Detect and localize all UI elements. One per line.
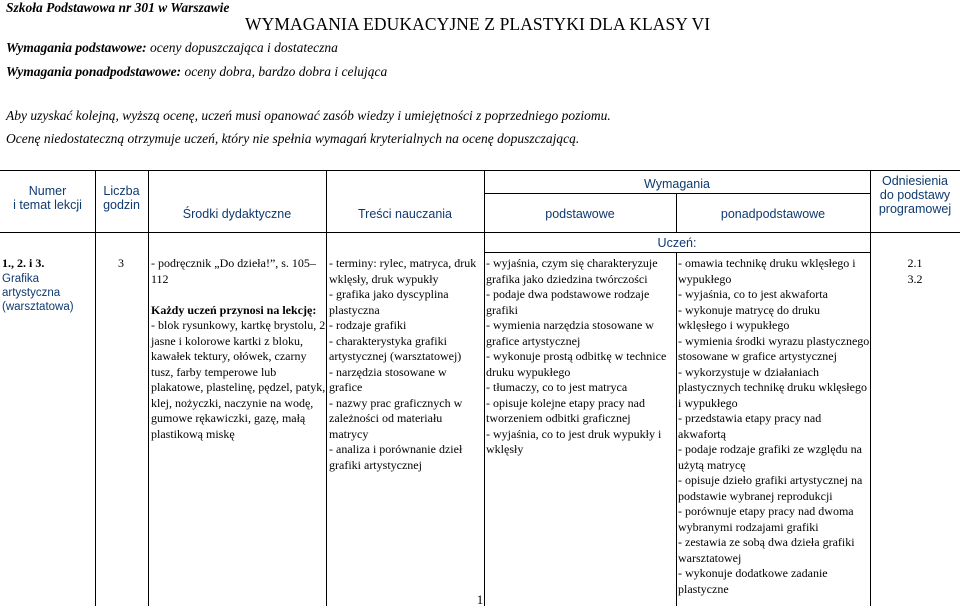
cell-liczba: 3 — [118, 256, 124, 270]
header-liczba — [95, 184, 148, 212]
page-number: 1 — [476, 592, 484, 607]
tresci-line: grafiki artystycznej — [329, 457, 422, 472]
srodki-line: jasne i kolorowe kartki z bloku, — [151, 333, 303, 348]
podstawowe-line: grafika jako dziedzina twórczości — [486, 271, 648, 286]
podstawowe-line: - wymienia narzędzia stosowane w — [486, 318, 654, 332]
header-liczba-line-2: godzin — [103, 198, 140, 212]
lesson-numbers: 1., 2. i 3. — [2, 256, 45, 270]
basic-requirements-line — [6, 40, 338, 56]
podstawowe-line: druku wypukłego — [486, 364, 571, 379]
lesson-topic-line-2: artystyczna — [2, 286, 61, 299]
header-numer — [0, 184, 95, 212]
srodki-line: plakatowe, plastelinę, pędzel, patyk, — [151, 380, 326, 394]
ponadpodstawowe-line: plastycznych technikę druku wklęsłego — [678, 380, 867, 394]
tresci-line: - terminy: rylec, matryca, druk — [329, 256, 477, 270]
header-srodki: Środki dydaktyczne — [182, 207, 292, 221]
ponadpodstawowe-line: - zestawia ze sobą dwa dzieła grafiki — [678, 535, 855, 549]
srodki-line — [151, 287, 327, 303]
ponadpodstawowe-line: plastyczne — [678, 581, 729, 596]
srodki-line: plastikową miskę — [151, 426, 235, 441]
tresci-line: - analiza i porównanie dzieł — [329, 442, 463, 456]
header-podstawowe: podstawowe — [545, 207, 615, 221]
cell-ponadpodstawowe — [678, 256, 870, 597]
header-bottom-border — [0, 232, 960, 233]
tresci-line: matrycy — [329, 426, 369, 441]
podstawowe-line: - wykonuje prostą odbitkę w technice — [486, 349, 667, 363]
podstawowe-line: wklęsły — [486, 442, 524, 456]
podstawowe-line: - wyjaśnia, czym się charakteryzuje — [486, 256, 658, 270]
podstawowe-line: - opisuje kolejne etapy pracy nad — [486, 395, 645, 410]
header-tresci: Treści nauczania — [357, 207, 453, 221]
podstawowe-line: tworzeniem odbitki graficznej — [486, 411, 631, 425]
tresci-line: - nazwy prac graficznych w — [329, 395, 463, 410]
tresci-line: zależności od materiału — [329, 411, 443, 425]
basic-requirements-label: Wymagania podstawowe: — [6, 40, 147, 55]
ponadpodstawowe-line: wypukłego — [678, 271, 732, 286]
header-odniesienia-line-2: do podstawy — [879, 188, 951, 202]
grading-note-1: Aby uzyskać kolejną, wyższą ocenę, uczeń musi opanować zasób wiedzy i umiejętności z poprzedniego poziomu. — [6, 108, 611, 123]
ponadpodstawowe-line: - wykonuje matrycę do druku — [678, 302, 820, 317]
grading-note-2: Ocenę niedostateczną otrzymuje uczeń, który nie spełnia wymagań kryterialnych na ocenę dopuszczającą. — [6, 131, 580, 146]
reference-3-2: 3.2 — [907, 271, 923, 286]
ponadpodstawowe-line: użytą matrycę — [678, 457, 746, 472]
col-divider-2 — [148, 170, 149, 606]
ponadpodstawowe-line: - wyjaśnia, co to jest akwaforta — [678, 287, 828, 301]
ponadpodstawowe-line: - wykonuje dodatkowe zadanie — [678, 566, 828, 580]
srodki-line: tusz, farby temperowe lub — [151, 364, 277, 379]
basic-requirements-value: oceny dopuszczająca i dostateczna — [146, 40, 338, 55]
tresci-line: - narzędzia stosowane w — [329, 364, 447, 379]
header-odniesienia-line-3: programowej — [878, 202, 952, 216]
uczen-label: Uczeń: — [657, 236, 697, 250]
srodki-line: Każdy uczeń przynosi na lekcję: — [151, 302, 317, 317]
header-odniesienia — [870, 174, 960, 216]
lesson-topic-line-1: Grafika — [2, 272, 40, 285]
cell-srodki — [151, 256, 327, 442]
tresci-line: plastyczna — [329, 302, 380, 317]
ponadpodstawowe-line: - przedstawia etapy pracy nad — [678, 411, 822, 425]
header-wymagania: Wymagania — [644, 177, 710, 191]
srodki-line: klej, nożyczki, naczynie na wodę, — [151, 395, 314, 410]
cell-odniesienia — [870, 256, 960, 287]
col-divider-1 — [95, 170, 96, 606]
advanced-requirements-value: oceny dobra, bardzo dobra i celująca — [181, 64, 388, 79]
ponadpodstawowe-line: i wypukłego — [678, 395, 738, 410]
ponadpodstawowe-line: - porównuje etapy pracy nad dwoma — [678, 504, 854, 518]
advanced-requirements-line — [6, 64, 387, 80]
ponadpodstawowe-line: - wykorzystuje w działaniach — [678, 364, 819, 379]
tresci-line: wklęsły, druk wypukły — [329, 271, 439, 286]
podstawowe-line: grafice artystycznej — [486, 333, 581, 348]
cell-tresci — [329, 256, 487, 473]
col-divider-5-body — [676, 252, 677, 606]
header-liczba-line-1: Liczba — [103, 184, 140, 198]
ponadpodstawowe-line: - opisuje dzieło grafiki artystycznej na — [678, 473, 863, 487]
lesson-topic — [2, 272, 94, 314]
school-name: Szkoła Podstawowa nr 301 w Warszawie — [6, 0, 230, 15]
col-divider-6 — [870, 170, 871, 606]
ponadpodstawowe-line: wklęsłego i wypukłego — [678, 318, 790, 332]
reference-2-1: 2.1 — [907, 256, 923, 270]
header-odniesienia-line-1: Odniesienia — [881, 174, 948, 188]
podstawowe-line: - wyjaśnia, co to jest druk wypukły i — [486, 426, 662, 441]
srodki-line: 112 — [151, 271, 169, 286]
cell-podstawowe — [486, 256, 676, 458]
cell-numer — [2, 256, 94, 314]
podstawowe-line: - tłumaczy, co to jest matryca — [486, 380, 628, 394]
ponadpodstawowe-line: warsztatowej — [678, 550, 742, 565]
advanced-requirements-label: Wymagania ponadpodstawowe: — [6, 64, 182, 79]
wymagania-divider — [484, 193, 870, 194]
ponadpodstawowe-line: stosowane w grafice artystycznej — [678, 349, 837, 363]
srodki-line: - podręcznik „Do dzieła!”, s. 105– — [151, 256, 316, 270]
tresci-line: - rodzaje grafiki — [329, 318, 407, 332]
podstawowe-line: - podaje dwa podstawowe rodzaje — [486, 287, 650, 301]
srodki-line: kawałek tektury, ołówek, czarny — [151, 349, 307, 363]
lesson-topic-line-3: (warsztatowa) — [2, 300, 74, 313]
ponadpodstawowe-line: - omawia technikę druku wklęsłego i — [678, 256, 856, 270]
ponadpodstawowe-line: wybranymi rodzajami grafiki — [678, 519, 819, 534]
header-numer-line-2: i temat lekcji — [13, 198, 82, 212]
ponadpodstawowe-line: akwafortą — [678, 426, 726, 441]
table-top-border — [0, 170, 960, 171]
tresci-line: - charakterystyka grafiki — [329, 333, 447, 348]
header-ponadpodstawowe: ponadpodstawowe — [720, 207, 826, 221]
document-title: WYMAGANIA EDUKACYJNE Z PLASTYKI DLA KLASY VI — [245, 14, 711, 34]
header-numer-line-1: Numer — [28, 184, 67, 198]
ponadpodstawowe-line: - wymienia środki wyrazu plastycznego — [678, 333, 870, 348]
ponadpodstawowe-line: podstawie wybranej reprodukcji — [678, 488, 833, 503]
tresci-line: - grafika jako dyscyplina — [329, 287, 449, 301]
ponadpodstawowe-line: - podaje rodzaje grafiki ze względu na — [678, 442, 862, 456]
tresci-line: grafice — [329, 380, 363, 394]
srodki-line: gumowe rękawiczki, gazę, małą — [151, 411, 306, 425]
srodki-line: - blok rysunkowy, kartkę brystolu, 2 — [151, 318, 326, 332]
tresci-line: artystycznej (warsztatowej) — [329, 349, 462, 363]
podstawowe-line: grafiki — [486, 302, 518, 317]
uczen-divider — [484, 252, 870, 253]
